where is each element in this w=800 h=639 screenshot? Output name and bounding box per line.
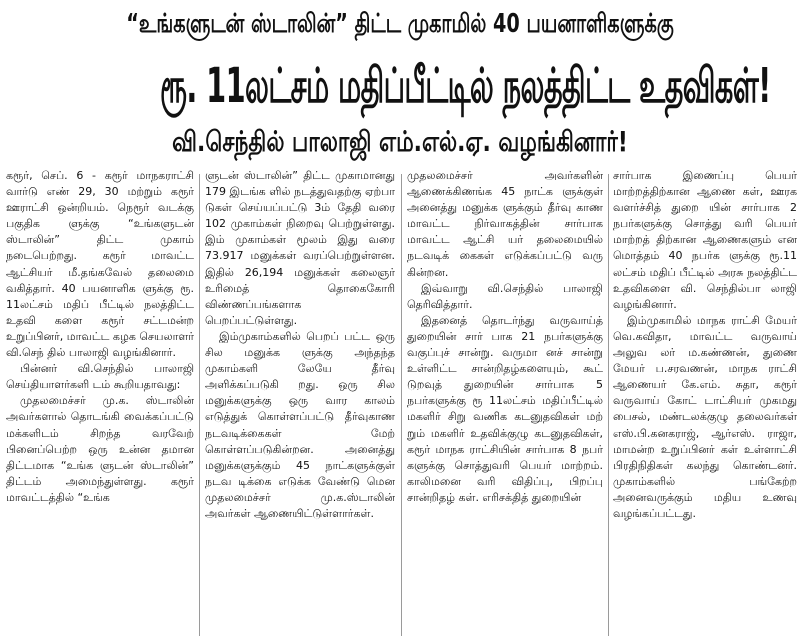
- paragraph: இம்முகாம்களில் பெறப் பட்ட ஒரு சில மனுக்க ளுக்கு அந்தந்த முகாம்களி லேயே தீர்வு அளிக்கப்படுகி றது. ஒரு சில மனுக்களுக்கு ஒரு வார காலம் எடுத்துக் கொள்ளப்பட்டு தீர்வுகாண நடவடிக்கைகள் மேற் கொள்ளப்படுகின்றன. அனைத்து மனுக்களுக்கும் 45 நாட்களுக்குள் நடவ டிக்கை எடுக்க வேண்டு மென முதலமைச்சர் மு.க.ஸ்டாலின் அவர்கள் ஆணையிட்டுள்ளார்கள்.: [205, 329, 395, 520]
- article-column-1: [6, 168, 194, 639]
- headline-subhead: வி.செந்தில் பாலாஜி எம்.எல்.ஏ. வழங்கினார்!: [172, 125, 628, 158]
- paragraph: சார்பாக இணைப்பு பெயர் மாற்றத்திற்கான ஆணை கள், ஊரக வளர்ச்சித் துறை யின் சார்பாக 2 நபர்களுக்கு சொத்து வரி பெயர் மாற்றத் திற்கான ஆணைகளும் என மொத்தம் 40 நபர்க ளுக்கு ரூ.11 லட்சம் மதிப் பீட்டில் அரசு நலத்திட்ட உதவிகளை வி. செந்தில்பா லாஜி வழங்கினார்.: [613, 169, 797, 311]
- column-divider: [608, 174, 609, 636]
- article-column-4: [613, 168, 797, 639]
- paragraph: பின்னர் வி.செந்தில் பாலாஜி செய்தியாளர்களி டம் கூறியதாவது:: [6, 362, 194, 392]
- paragraph: ளுடன் ஸ்டாலின்” திட்ட முகாமானது 179 இடங்க ளில் நடத்துவதற்கு ஏற்பா டுகள் செய்யப்பட்டு 3ம் தேதி வரை 102 முகாம்கள் நிறைவு பெற்றுள்ளது. இம் முகாம்கள் மூலம் இது வரை 73.917 மனுக்கள் வரப்பெற்றுள்ளன. இதில் 26,194 மனுக்கள் கலைஞர் உரிமைத் தொகைகோரி விண்ணப்பங்களாக பெறப்பட்டுள்ளது.: [205, 169, 395, 327]
- paragraph: கரூர், செப். 6 - கரூர் மாநகராட்சி வார்டு எண் 29, 30 மற்றும் கரூர் ஊராட்சி ஒன்றியம். நெரூர் வடக்கு பகுதிக ளுக்கு “உங்களுடன் ஸ்டாலின்” திட்ட முகாம் நடைபெற்றது. கரூர் மாவட்ட ஆட்சியர் மீ.தங்கவேல் தலைமை வகித்தார். 40 பயனாளிக ளுக்கு ரூ. 11லட்சம் மதிப் பீட்டில் நலத்திட்ட உதவி களை கரூர் சட்டமன்ற உறுப்பினர், மாவட்ட கழக செயலாளர் வி.செந் தில் பாலாஜி வழங்கினார்.: [6, 169, 194, 360]
- paragraph: முதலமைச்சர் அவர்களின் ஆணைக்கிணங்க 45 நாட்க ளுக்குள் அனைத்து மனுக்க ளுக்கும் தீர்வு காண மாவட்ட நிர்வாகத்தின் சார்பாக மாவட்ட ஆட்சி யர் தலைமையில் நடவடிக் கைகள் எடுக்கப்பட்டு வரு கின்றன.: [407, 169, 603, 279]
- headline-kicker: “உங்களுடன் ஸ்டாலின்” திட்ட முகாமில் 40 பயனாளிகளுக்கு: [126, 9, 674, 39]
- article-column-3: [407, 168, 603, 639]
- column-divider: [199, 174, 200, 636]
- article-body: [0, 168, 800, 639]
- paragraph: இவ்வாறு வி.செந்தில் பாலாஜி தெரிவித்தார்.: [407, 281, 603, 311]
- headline-main: ரூ. 11லட்சம் மதிப்பீட்டில் நலத்திட்ட உதவிகள்!: [159, 58, 771, 114]
- paragraph: முதலமைச்சர் மு.க. ஸ்டாலின் அவர்களால் தொடங்கி வைக்கப்பட்டு மக்களிடம் சிறந்த வரவேற் பினைப்பெற்ற ஒரு உன்ன தமான திட்டமாக “உங்க ளுடன் ஸ்டாலின்” திட்டம் அமைந்துள்ளது. கரூர் மாவட்டத்தில் “உங்க: [6, 394, 194, 504]
- paragraph: இதனைத் தொடர்ந்து வருவாய்த் துறையின் சார் பாக 21 நபர்களுக்கு வகுப்புச் சான்று. வருமா னச் சான்று உள்ளிட்ட சான்றிதழ்களையும், கூட் டுறவுத் துறையின் சார்பாக 5 நபர்களுக்கு ரூ 11லட்சம் மதிப்பீட்டில் மகளிர் சிறு வணிக கடனுதவிகள் மற் றும் மகளிர் உதவிக்குழு கடனுதவிகள், கரூர் மாநக ராட்சியின் சார்பாக 8 நபர் களுக்கு சொத்துவரி பெயர் மாற்றம். காலிமனை வரி விதிப்பு, பிறப்பு சான்றிதழ் கள். எரிசக்தித் துறையின்: [407, 313, 603, 504]
- column-divider: [401, 174, 402, 636]
- article-column-2: [205, 168, 395, 639]
- paragraph: இம்முகாமில் மாநக ராட்சி மேயர் வெ.கவிதா, மாவட்ட வருவாய் அலுவ லர் ம.கண்ணன், துணை மேயர் ப.சரவணன், மாநக ராட்சி ஆணையர் கே.எம். சுதா, கரூர் வருவாய் கோட் டாட்சியர் முகமது பைசல், மண்டலக்குழு தலைவர்கள் எஸ்.பி.கனகராஜ், ஆர்எஸ். ராஜா, மாமன்ற உறுப்பினர் கள் உள்ளாட்சி பிரதிநிதிகள் கலந்து கொண்டனர். முகாம்களில் பங்கேற்ற அனைவருக்கும் மதிய உணவு வழங்கப்பட்டது.: [613, 313, 797, 520]
